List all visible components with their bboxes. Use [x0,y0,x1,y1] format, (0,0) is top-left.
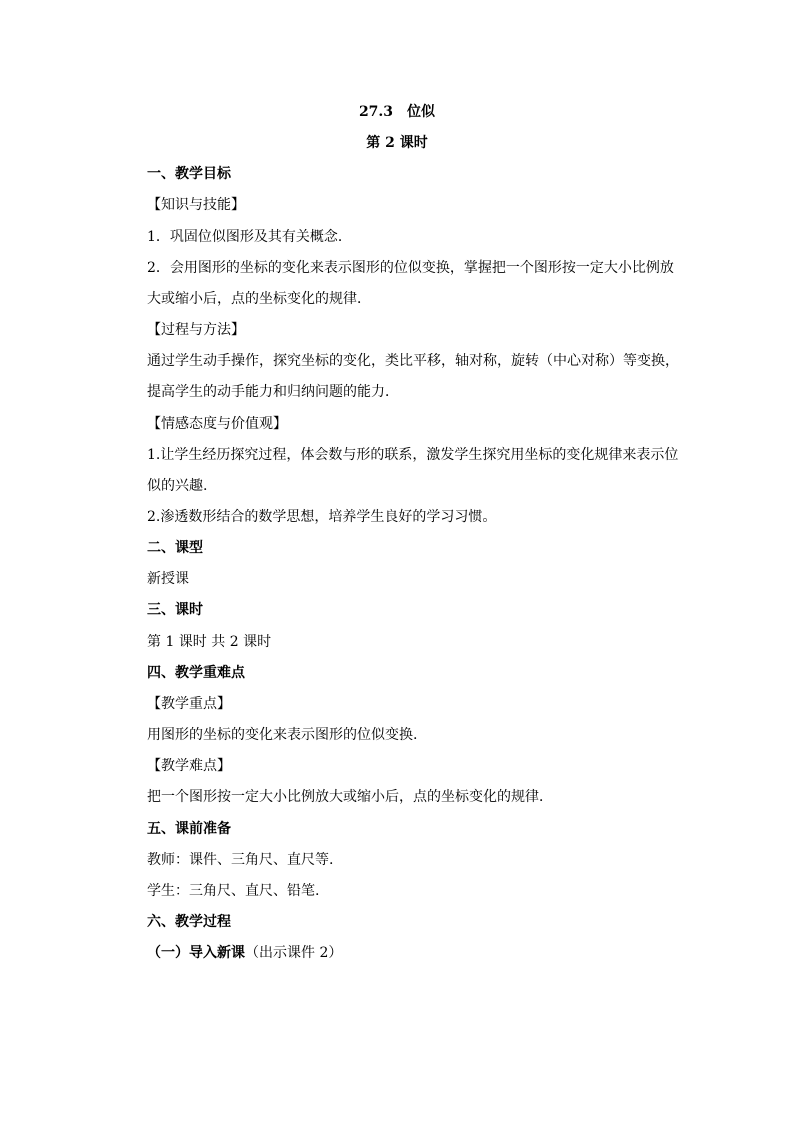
subsection-label: 【过程与方法】 [147,322,245,338]
paragraph-line: 1.让学生经历探究过程，体会数与形的联系，激发学生探究用坐标的变化规律来表示位 [147,447,679,463]
paragraph-line: 2．会用图形的坐标的变化来表示图形的位似变换，掌握把一个图形按一定大小比例放 [147,260,674,276]
subsection-heading-bold: （一）导入新课 [147,945,245,961]
section-heading: 二、课型 [147,540,203,556]
subsection-label: 【情感态度与价值观】 [147,416,287,432]
document-title: 27.3 位似 [358,104,436,120]
paragraph-line: 大或缩小后，点的坐标变化的规律． [147,291,371,307]
subsection-heading-note: （出示课件 2） [245,945,343,961]
paragraph-line: 学生：三角尺、直尺、铅笔. [147,883,320,899]
paragraph-line: 提高学生的动手能力和归纳问题的能力． [147,384,399,400]
paragraph-line: 似的兴趣. [147,478,208,494]
paragraph-line: 把一个图形按一定大小比例放大或缩小后，点的坐标变化的规律． [147,789,553,805]
subsection-label: 【知识与技能】 [147,197,245,213]
paragraph-line: 用图形的坐标的变化来表示图形的位似变换. [147,727,418,743]
paragraph-line: 教师：课件、三角尺、直尺等. [147,852,334,868]
paragraph-line: 2.渗透数形结合的数学思想，培养学生良好的学习习惯。 [147,509,497,525]
section-heading: 五、课前准备 [147,821,231,837]
section-heading: 三、课时 [147,602,203,618]
section-heading: 一、教学目标 [147,166,231,182]
subsection-label: 【教学重点】 [147,696,231,712]
document-subtitle: 第 2 课时 [366,135,428,151]
subsection-label: 【教学难点】 [147,758,231,774]
paragraph-line: 1．巩固位似图形及其有关概念． [147,229,352,245]
paragraph-line: 新授课 [147,571,189,587]
paragraph-line: 通过学生动手操作，探究坐标的变化，类比平移，轴对称，旋转（中心对称）等变换， [147,353,679,369]
subsection-heading [147,943,342,963]
section-heading: 四、教学重难点 [147,665,245,681]
paragraph-line: 第 1 课时 共 2 课时 [147,634,272,650]
section-heading: 六、教学过程 [147,914,231,930]
